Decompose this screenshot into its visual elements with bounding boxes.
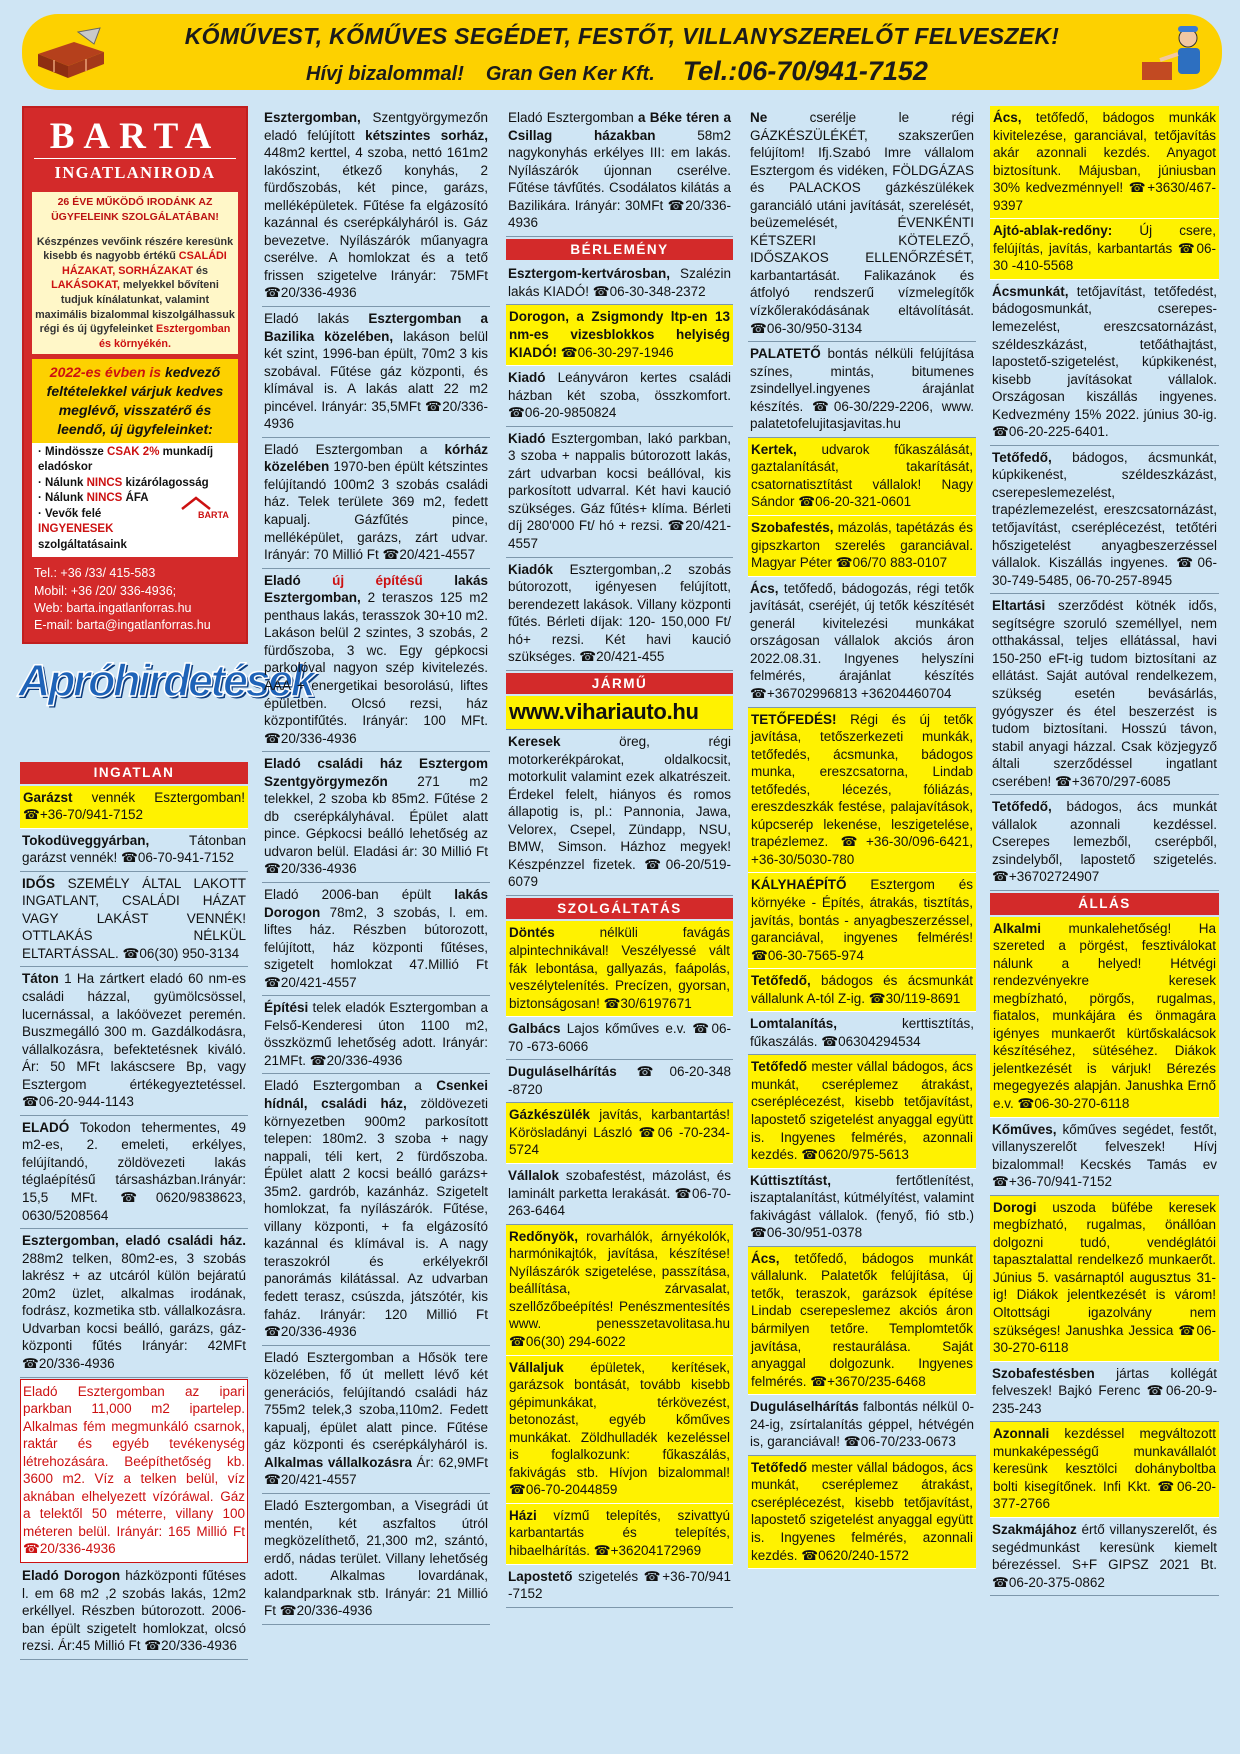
column-5 [990,106,1219,1596]
agency-text: Készpénzes vevőink részére keresünk kisebb és nagyobb értékű CSALÁDI HÁZAKAT, SORHÁZAKAT és LAKÁSOKAT, melyekkel bővíteni tudjuk kínálatunkat, valamint maximális bizalommal kiszolgálhassuk régi és új ügyfeleinket Esztergomban és környékén. [32,227,238,355]
agency-subtitle: INGATLANIRODA [34,158,236,183]
classified-ad: Dorogon, a Zsigmondy ltp-en 13 nm-es vizesblokkos helyiség KIADÓ! ☎06-30-297-1946 [506,305,733,366]
column-2 [262,106,490,1625]
classified-ad: Kőműves, kőműves segédet, festőt, villanyszerelőt felveszek! Hívj bizalommal! Kecskés Tamás ev ☎+36-70/941-7152 [990,1118,1219,1196]
classified-ad: Tetőfedő mester vállal bádogos, ács munkát, cseréplemez átrakást, cseréplécezést, kisebb tetőjavítást, lapostető szigetelést anyaggal együtt is. Ingyenes felmérés, azonnali kezdés. ☎0620/240-1572 [748,1456,976,1569]
classified-ad: Építési telek eladók Esztergomban a Felső-Kenderesi úton 1100 m2, összközmű lehetőség adott. Irányár: 21MFt. ☎20/336-4936 [262,996,490,1074]
column-3 [506,106,733,1608]
classified-ad: Redőnyök, rovarhálók, árnyékolók, harmónikajtók, javítása, készítése! Nyílászárók szigetelése, passzítása, beállítása, zárvasalat, szellőzőbeépítés! Penészmentesítés www. penesszetavolitasa.hu ☎06(30) 294-6022 [506,1225,733,1356]
top-banner [22,14,1222,90]
agency-offer: 2022-es évben is kedvező feltételekkel várjuk kedves meglévő, visszatérő és leendő, új ügyfeleinket: [32,359,238,443]
classified-ad: Vállalok szobafestést, mázolást, és laminált parketta lerakását. ☎06-70-263-6464 [506,1164,733,1225]
classified-ad: Kúttisztítást, fertőtlenítést, iszaptalanítást, kútmélyítést, valamint fakivágást vállalok. (fenyő, fió stb.) ☎06-30/951-0378 [748,1169,976,1247]
classified-ad: Esztergomban, Szentgyörgymezőn eladó felújított kétszintes sorház, 448m2 kerttel, 4 szoba, nettó 161m2 lakószint, étkező konyhás, 2 fürdőszobás, két pince, garázs, melléképületek. Fűtése fa elgázosító kazánnal és cserépkályháról is. Gáz bevezetve. Nyílászárók műanyagra cserélve. A homlokzat és a tető frissen szigetelve Irányár: 75MFt ☎20/336-4936 [262,106,490,307]
classified-ad: Tetőfedő, bádogos, ácsmunkát, kúpkikenést, széldeszkázást, cserepeslemezelést, trapézlemezelést, ereszcsatornázást, tetőjavítást, cseréplécezést, tetőtéri hőszigetelést anyagbeszerzéssel vállalok. Kiszállás ingyenes. ☎06-30-749-5485, 06-70-257-8945 [990,446,1219,594]
classified-ad: Azonnali kezdéssel megváltozott munkaképességű munkavállalót keresünk kesztölci dohányboltba bolti kisegítőnek. Infi Kkt. ☎06-20-377-2766 [990,1422,1219,1518]
classified-ad: Eladó Esztergomban a Csenkei hídnál, családi ház, zöldövezeti környezetben 900m2 parkosított telepen: 180m2. 3 szoba + nagy nappali, téli kert, 2 fürdőszoba. Épület alatt 2 kocsi beálló garázs+ 35m2. gardrób, kazánház. Szigetelt homlokzat, fa nyílászárók. Fűtése, villany központi, + fa elgázosító kazánnal és klímával is. A nagy teraszokról és erkélyekről panorámás kilátással. Az udvarban fedett terasz, csúszda, játszótér, kis faház. Irányár: 120 Millió Ft ☎20/336-4936 [262,1074,490,1345]
classified-ad: Ajtó-ablak-redőny: Új csere, felújítás, javítás, karbantartás ☎06-30 -410-5568 [990,219,1219,280]
classified-ad: IDŐS SZEMÉLY ÁLTAL LAKOTT INGATLANT, CSALÁDI HÁZAT VAGY LAKÁST VENNÉK! OTTLAKÁS NÉLKÜL ELTARTÁSSAL. ☎06(30) 950-3134 [20,872,248,968]
classified-ad: Tetőfedő, bádogos és ácsmunkát vállalunk A-tól Z-ig. ☎30/119-8691 [748,969,976,1012]
section-header-berlemeny: BÉRLEMÉNY [506,239,733,261]
agency-mobile[interactable]: Mobil: +36 /20/ 336-4936; [34,583,177,598]
vihariauto-link[interactable]: www.vihariauto.hu [506,696,733,730]
classified-ad-highlight: Eladó Esztergomban az ipari parkban 11,000 m2 ipartelep. Alkalmas fém megmunkáló csarnok, raktár és egyéb tevékenység létrehozására. Beépíthetőség kb. 3600 m2. Víz a telken belül, víz aknában elhelyezett vízóráwal. Gáz a telektől 50 méterre, villany 100 méteren belül. Irányár: 165 Millió Ft ☎20/336-4936 [20,1379,248,1563]
classified-ad: Házi vízmű telepítés, szivattyú karbantartás és telepítés, hibaelhárítás. ☎+36204172969 [506,1504,733,1565]
barta-logo-icon [180,495,232,521]
classified-ad: Kiadó Leányváron kertes családi házban két szoba, összkomfort. ☎06-20-9850824 [506,366,733,427]
classified-ad: Döntés nélküli favágás alpintechnikával! Veszélyessé vált fák lebontása, gallyazás, faápolás, veszélytelenítés. Precízen, gyorsan, biztonságosan! ☎30/6197671 [506,921,733,1017]
classified-ad: Táton 1 Ha zártkert eladó 60 nm-es családi házzal, gyümölcsössel, lucernással, a lakóövezet peremén. Buszmegálló 300 m. Gazdálkodásra, vállalkozásra, befektetésnek kiváló. Ár: 50 MFt lakáscsere Bp, vagy Esztergom értékegyeztetéssel. ☎06-20-944-1143 [20,967,248,1115]
classified-ad: Eladó Esztergomban a Hősök tere közelében, fő út mellett lévő két generációs, felújítandó családi ház 755m2 telek,3 szoba,110m2. Fedett kapualj, épület alatt pince. Fűtése gáz központi és cserépkályháról is. Alkalmas vállalkozásra Ár: 62,9MFt ☎20/421-4557 [262,1346,490,1494]
classified-ad: Kiadó Esztergomban, lakó parkban, 3 szoba + nappalis bútorozott lakás, zárt udvarban kocsi beállóval, kis parkosított udvarral. Két havi kaució szükséges. Gáz fűtés+ klíma. Bérleti díj 280'000 Ft/ hó + rezsi. ☎20/421-4557 [506,427,733,558]
column-1 [20,760,248,1660]
svg-text:BARTA: BARTA [198,509,229,520]
classified-ad: Esztergom-kertvárosban, Szalézin lakás KIADÓ! ☎06-30-348-2372 [506,262,733,305]
classified-ad: Gázkészülék javítás, karbantartás! Körösladányi László ☎06 -70-234-5724 [506,1103,733,1164]
classified-ad: Lapostető szigetelés ☎+36-70/941 -7152 [506,1565,733,1608]
classified-ad: Szakmájához értő villanyszerelőt, és segédmunkást keresünk kiemelt bérezéssel. S+F GIPSZ 2021 Bt. ☎06-20-375-0862 [990,1518,1219,1596]
classified-ad: Eladó családi ház Esztergom Szentgyörgymezőn 271 m2 telekkel, 2 szoba kb 85m2. Fűtése 2 db cserépkályhával. Épület alatt pince. Gépkocsi beálló lehetőség az udvaron belül. Eladási ár: 30 Millió Ft ☎20/336-4936 [262,752,490,883]
classifieds-title: Apróhirdetések [18,655,314,706]
section-header-ingatlan: INGATLAN [20,762,248,784]
classified-ad: Szobafestésben jártas kollégát felveszek! Bajkó Ferenc ☎06-20-9-235-243 [990,1362,1219,1423]
classified-ad: Tetőfedő mester vállal bádogos, ács munkát, cseréplemez átrakást, cseréplécezést, kisebb tetőjavítást, lapostető szigetelést anyaggal együtt is. Ingyenes felmérés, azonnali kezdés. ☎0620/975-5613 [748,1055,976,1168]
column-4 [748,106,976,1569]
classified-ad: Galbács Lajos kőműves e.v. ☎06-70 -673-6066 [506,1017,733,1060]
classified-ad: Eladó Esztergomban, a Visegrádi út mentén, két aszfaltos útról megközelíthető, 21,300 m2, szántó, erdő, nádas terület. Villany lehetőség adott. Alkalmas lovardának, kalandparknak stb. Irányár: 21 Millió Ft ☎20/336-4936 [262,1494,490,1625]
classified-ad: Szobafestés, mázolás, tapétázás és gipszkarton szerelés garanciával. Magyar Péter ☎06/70 883-0107 [748,516,976,577]
classified-ad: Tokodüveggyárban, Tátonban garázst vennék! ☎06-70-941-7152 [20,829,248,872]
barta-agency-ad [22,106,248,644]
classified-ad: PALATETŐ bontás nélküli felújítása színes, mintás, bitumenes zsindellyel.ingyenes árajánlat készítés. ☎06-30/229-2206, www. palatetofelujitasjavitas.hu [748,342,976,438]
classified-ad: Alkalmi munkalehetőség! Ha szereted a pörgést, fesztiválokat nálunk a helyed! Hétvégi rendezvényekre keresek megbízható, pörgős, rugalmas, fiatalos, munkájára és önmagára igényes munkaerőt kürtőskalácsok készítéséhez, sütéséhez. Diákok jelentkezését is várjuk! Bérezés megegyezés alapján. Janushka Ernő e.v. ☎06-30-270-6118 [990,917,1219,1118]
classified-ad: Keresek öreg, régi motorkerékpárokat, oldalkocsit, motorkulit valamint ezek alkatrészeit. Érdekel felelt, hiányos és romos állapotig is, pl.: Pannonia, Jawa, Velorex, Csepel, Zündapp, NSU, BMW, Simson. Házhoz megyek! Készpénzzel fizetek. ☎06-20/519-6079 [506,730,733,896]
agency-phone[interactable]: Tel.: +36 /33/ 415-583 [34,566,156,581]
classified-ad: Tetőfedő, bádogos, ács munkát vállalok azonnali kezdéssel. Cserepes lemezből, cserépből, zsindelyből, lapostető szigetelés. ☎+36702724907 [990,795,1219,891]
banner-phone: Tel.:06-70/941-7152 [682,56,928,86]
classified-ad: Garázst vennék Esztergomban! ☎+36-70/941-7152 [20,786,248,829]
section-header-szolgaltatas: SZOLGÁLTATÁS [506,898,733,920]
worker-icon [1140,22,1212,84]
classified-ad: Esztergomban, eladó családi ház. 288m2 telken, 80m2-es, 3 szobás lakrész + az utcáról külön bejáratú 20m2 üzlet, alkalmas irodának, fodrász, kozmetika stb. vállalkozásra. Udvarban kocsi beálló, garázs, gáz-központi fűtés Irányár: 42MFt ☎20/336-4936 [20,1229,248,1377]
classified-ad: Ács, tetőfedő, bádogos munkák kivitelezése, garanciával, tetőjavítás akár azonnali kezdés. Anyagot biztosítunk. Májusban, júniusban 30% kedvezménnyel! ☎+3630/467-9397 [990,106,1219,219]
agency-name: BARTA [49,116,221,157]
classified-ad: Kertek, udvarok fűkaszálását, gaztalanítását, takarítását, csatornatisztítást vállalok! Nagy Sándor ☎06-20-321-0601 [748,438,976,516]
section-header-allas: ÁLLÁS [990,893,1219,915]
classified-ad: ELADÓ Tokodon tehermentes, 49 m2-es, 2. emeleti, erkélyes, felújítandó, zöldövezeti lakás téglaépítésű társasházban.Irányár: 15,5 MFt. ☎0620/9838623, 0630/5208564 [20,1116,248,1229]
classified-ad: Duguláselhárítás falbontás nélkül 0-24-ig, zsírtalanítás géppel, hétvégén is, garanciával! ☎06-70/233-0673 [748,1395,976,1456]
agency-tagline: 26 ÉVE MŰKÖDŐ IRODÁNK AZ ÜGYFELEINK SZOLGÁLATÁBAN! [32,192,238,226]
classified-ad: Ne cserélje le régi GÁZKÉSZÜLÉKÉT, szakszerűen felújítom! Ifj.Szabó Imre vállalom Esztergom és vidéken, FÖLDGÁZAS és PALACKOS gázkészülékek garanciáló utáni javítását, szerelését, beüzemelését, ÉVENKÉNTI KÉTSZERI KÖTELEZŐ, IDŐSZAKOS ELLENŐRZÉSÉT, karbantartását. Falikazánok és átfolyó rendszerű vízmelegítők vízkőlerakódásának eltávolítását. ☎06-30/950-3134 [748,106,976,342]
classified-ad: TETŐFEDÉS! Régi és új tetők javítása, tetőszerkezeti munkák, tetőfedés, ácsmunka, bádogos munka, ereszcsatorna, Lindab tetőfedés, lécezés, fóliázás, ereszdeszkák festése, palajavítások, kúpcserép lekenése, leszigetelése, trapézlemez. ☎+36-30/096-6421, +36-30/5030-780 [748,708,976,874]
classified-ad: Eladó Esztergomban a Béke téren a Csillag házakban 58m2 nagykonyhás erkélyes III: em lakás. Nyílászárók újonnan cserélve. Fűtése távfűtés. Csodálatos kilátás a Bazilikára. Irányár: 30MFt ☎20/336-4936 [506,106,733,237]
classified-ad: Eladó 2006-ban épült lakás Dorogon 78m2, 3 szobás, l. em. liftes ház. Részben bútorozott, felújított, ház központi fűtéses, szigetelt homlokzat 47.Millió Ft ☎20/421-4557 [262,883,490,996]
section-header-jarmu: JÁRMŰ [506,673,733,695]
classified-ad: Eladó új építésű lakás Esztergomban, 2 teraszos 125 m2 penthaus lakás, terasszok 30+10 m2. Lakáson belül 2 szintes, 3 szobás, 2 fürdőszoba, 3 wc. Egy gépkocsi parkolóval nagyon szép kivitelezés. AAA + energetikai besorolású, liftes épületben. Olcsó rezsi, ház központifűtés. Irányár: 100 MFt. ☎20/336-4936 [262,569,490,752]
agency-web[interactable]: Web: barta.ingatlanforras.hu [34,600,192,615]
classified-ad: Ács, tetőfedő, bádogos munkát vállalunk. Palatetők felújítása, új tetők, teraszok, garázsok építése Lindab cserepeslemez akciós áron bármilyen tetőre. Templomtetők javítása, restaurálása. Saját anyaggal dolgozunk. Ingyenes felmérés. ☎+3670/235-6468 [748,1247,976,1395]
classified-ad: Ács, tetőfedő, bádogozás, régi tetők javítását, cseréjét, új tetők készítését generál kivitelezési munkákat országosan vállalok akciós áron 2022.08.31. Ingyenes helyszíni felmérés, árajánlat készítés ☎+36702996813 +36204460704 [748,577,976,708]
banner-subline: Hívj bizalommal! Gran Gen Ker Kft. Tel.:06-70/941-7152 [306,56,928,86]
classified-ad: Eltartási szerződést kötnék idős, segítségre szoruló személlyel, nem otthakással, teljes ellátással, havi 150-250 eFt-ig tudom biztosítani az ellátást. Saját autóval rendelkezem, szükség esetén bevásárlás, gyógyszer és étel beszerzést is tudom biztosítani. Hosszú távon, stabil anyagi házzal. Csak közjegyző általi szerződéssel ingatlant cserében! ☎+3670/297-6085 [990,594,1219,795]
classified-ad: Ácsmunkát, tetőjavítást, tetőfedést, bádogosmunkát, cserepes-lemezelést, ereszcsatornázást, széldeszkázást, tetőáthajtást, lapostető-szigetelést, kúpkikenést, kisebb javításokat vállalok. Országosan kiszállás ingyenes. Kedvezmény 15% 2022. június 30-ig. ☎06-20-225-6401. [990,280,1219,446]
classified-ad: Dorogi uszoda büfébe keresek megbízható, rugalmas, önállóan dolgozni tudó, vendéglátói tapasztalattal rendelkező munkaerőt. Június 5. vasárnaptól augusztus 31-ig! Diákok jelentkezését is várom! Oltottsági igazolvány nem szükséges! Janushka Jessica ☎06-30-270-6118 [990,1196,1219,1362]
classified-ad: Eladó Esztergomban a kórház közelében 1970-ben épült kétszintes felújítandó 100m2 3 szobás családi ház. Telek területe 369 m2, fedett kapualj. Gázfűtés pince, melléképület, garázs, zárt udvar. Irányár: 70 Millió Ft ☎20/421-4557 [262,438,490,569]
classified-ad: Lomtalanítás, kerttisztítás, fűkaszálás. ☎06304294534 [748,1012,976,1055]
classified-ad: KÁLYHAÉPÍTŐ Esztergom és környéke - Építés, átrakás, tisztítás, javítás, bontás - anyagbeszerzéssel, garanciával, ingyenes felmérés! ☎06-30-7565-974 [748,873,976,969]
classified-ad: Eladó Dorogon házközponti fűtéses l. em 68 m2 ,2 szobás lakás, 12m2 erkéllyel. Részben bútorozott. 2006-ban épült szigetelt homlokzat, olcsó rezsi. Ár:45 Millió Ft ☎20/336-4936 [20,1564,248,1660]
classified-ad: Vállaljuk épületek, kerítések, garázsok bontását, tovább kisebb gépimunkákat, térkövezést, betonozást, egyéb kőműves munkákat. Zöldhulladék kezeléssel is foglalkozunk: fűkaszálás, fakivágás stb. Hívjon bizalommal! ☎06-70-2044859 [506,1356,733,1504]
classified-ad: Kiadók Esztergomban,.2 szobás bútorozott, igényesen felújított, berendezett lakások. Villany központi fűtés. Bérleti díjak: 120- 150,000 Ft/ hó+ rezsi. Két havi kaució szükséges. ☎20/421-455 [506,558,733,671]
banner-headline: KŐMŰVEST, KŐMŰVES SEGÉDET, FESTŐT, VILLANYSZERELŐT FELVESZEK! [184,23,1060,49]
agency-benefits: · Mindössze CSAK 2% munkadíj eladóskor · Nálunk NINCS kizárólagosság · Nálunk NINCS ÁFA · Vevők felé INGYENESEK szolgáltatásaink BARTA [32,443,238,558]
agency-email[interactable]: E-mail: barta@ingatlanforras.hu [34,618,211,633]
classified-ad: Eladó lakás Esztergomban a Bazilika közelében, lakáson belül két szint, 1996-ban épült, 70m2 3 kis szobával. Fűtése gáz központi, és klímával is. A lakás alatt 22 m2 pincével. Irányár: 35,5MFt ☎20/336-4936 [262,307,490,438]
agency-contacts [24,557,246,642]
classified-ad: Duguláselhárítás ☎06-20-348 -8720 [506,1060,733,1103]
